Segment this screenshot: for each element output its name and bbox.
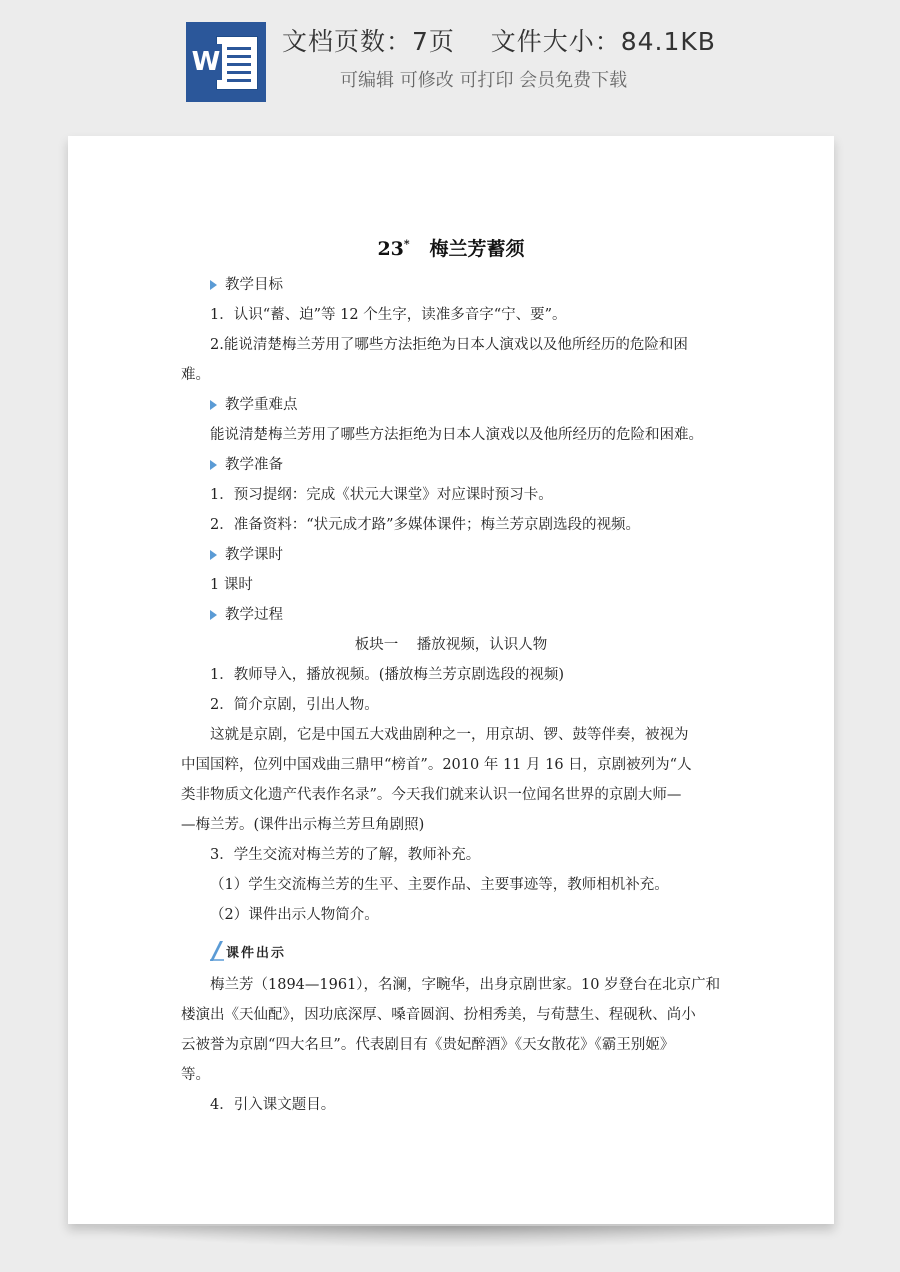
paragraph-line: 2．简介京剧，引出人物。 <box>210 697 379 713</box>
paragraph-line: —梅兰芳。(课件出示梅兰芳旦角剧照) <box>181 817 425 833</box>
paragraph-line: 1．教师导入，播放视频。(播放梅兰芳京剧选段的视频) <box>210 667 565 683</box>
paragraph-line: （2）课件出示人物简介。 <box>210 907 379 923</box>
paragraph-line: 2．准备资料：“状元成才路”多媒体课件；梅兰芳京剧选段的视频。 <box>210 517 641 533</box>
paragraph-line: 3．学生交流对梅兰芳的了解，教师补充。 <box>210 847 481 863</box>
paragraph-line: 楼演出《天仙配》，因功底深厚、嗓音圆润、扮相秀美，与荀慧生、程砚秋、尚小 <box>181 1007 696 1023</box>
paragraph-line: 类非物质文化遗产代表作名录”。今天我们就来认识一位闻名世界的京剧大师— <box>181 787 682 803</box>
triangle-marker-icon <box>210 460 217 470</box>
paragraph-line: （1）学生交流梅兰芳的生平、主要作品、主要事迹等，教师相机补充。 <box>210 877 669 893</box>
slash-marker-icon <box>210 941 224 961</box>
paragraph-line: 4．引入课文题目。 <box>210 1097 336 1113</box>
file-info-title: 文档页数：7页 文件大小：84.1KB <box>282 27 716 56</box>
document-title <box>68 234 834 261</box>
section-heading: 教学准备 <box>210 453 283 474</box>
triangle-marker-icon <box>210 610 217 620</box>
word-letter: W <box>190 44 222 80</box>
paragraph-line: 1．预习提纲：完成《状元大课堂》对应课时预习卡。 <box>210 487 553 503</box>
paragraph-line: 能说清楚梅兰芳用了哪些方法拒绝为日本人演戏以及他所经历的危险和困难。 <box>210 427 703 443</box>
page-shadow <box>78 1226 824 1248</box>
section-heading: 教学过程 <box>210 603 283 624</box>
paragraph-line: 云被誉为京剧“四大名旦”。代表剧目有《贵妃醉酒》《天女散花》《霸王别姬》 <box>181 1037 675 1053</box>
paragraph-line: 中国国粹，位列中国戏曲三鼎甲“榜首”。2010 年 11 月 16 日，京剧被列为“人 <box>181 757 692 773</box>
section-heading: 教学课时 <box>210 543 283 564</box>
word-document-icon <box>186 22 266 102</box>
section-heading: 教学重难点 <box>210 393 298 414</box>
triangle-marker-icon <box>210 280 217 290</box>
header <box>0 0 900 120</box>
triangle-marker-icon <box>210 550 217 560</box>
title-mark: * <box>403 237 410 251</box>
paragraph-line: 等。 <box>181 1067 210 1083</box>
paragraph-line: 1．认识“蓄、迫”等 12 个生字，读准多音字“宁、要”。 <box>210 307 567 323</box>
title-number: 23 <box>377 238 404 260</box>
block-heading: 板块一 播放视频，认识人物 <box>354 637 548 653</box>
paragraph-line: 1 课时 <box>210 577 253 593</box>
paragraph-line: 2.能说清楚梅兰芳用了哪些方法拒绝为日本人演戏以及他所经历的危险和困 <box>210 337 688 353</box>
callout-label: 课件出示 <box>226 946 287 961</box>
document-lines-icon <box>216 36 258 90</box>
paragraph-line: 难。 <box>181 367 210 383</box>
title-text: 梅兰芳蓄须 <box>429 238 525 260</box>
section-heading: 教学目标 <box>210 273 283 294</box>
document-page <box>68 136 834 1224</box>
paragraph-line: 梅兰芳（1894—1961），名澜，字畹华，出身京剧世家。10 岁登台在北京广和 <box>210 977 721 993</box>
triangle-marker-icon <box>210 400 217 410</box>
paragraph-line: 这就是京剧，它是中国五大戏曲剧种之一，用京胡、锣、鼓等伴奏，被视为 <box>210 727 689 743</box>
file-info-subtitle: 可编辑 可修改 可打印 会员免费下载 <box>340 70 628 91</box>
